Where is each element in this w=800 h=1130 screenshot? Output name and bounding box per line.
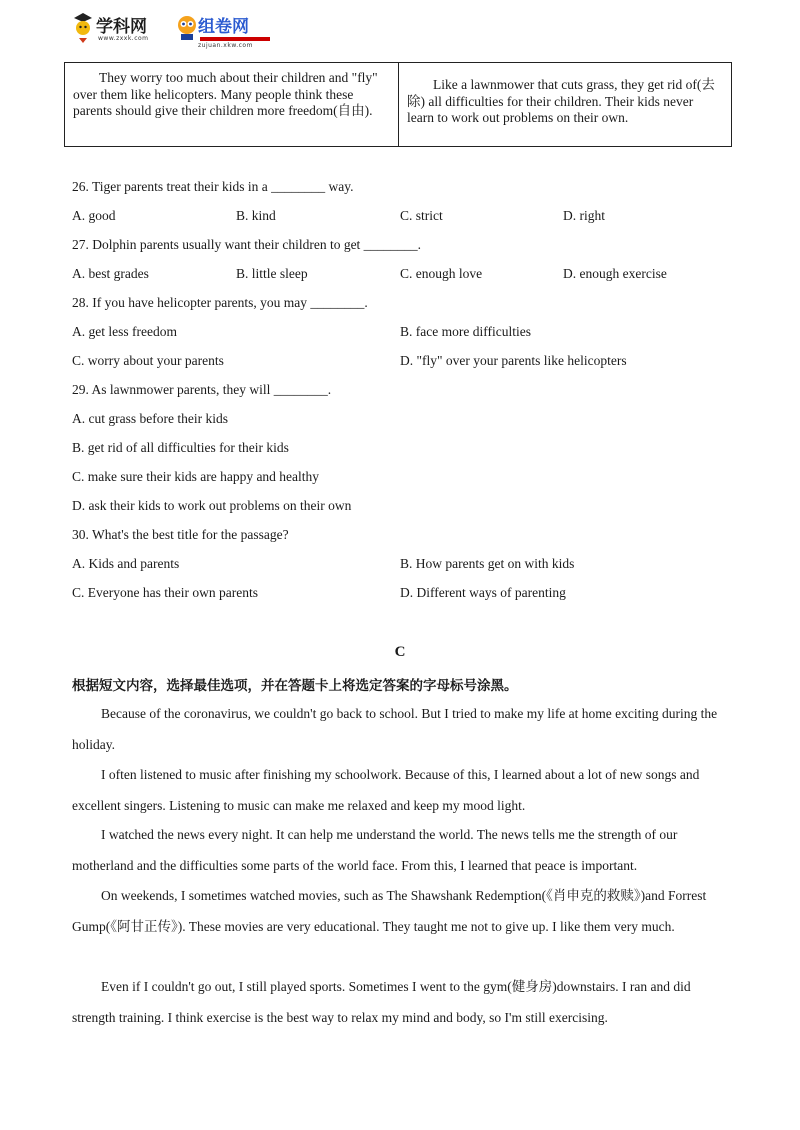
- passage-paragraph: Even if I couldn't go out, I still played sports. Sometimes I went to the gym(健身房)downstairs. I ran and did strength training. I think exercise is the best way to relax my mind and body, so I'm still exercising.: [72, 979, 691, 1025]
- mascot-icon: [72, 10, 94, 44]
- zujuan-logo-url: zujuan.xkw.com: [198, 42, 253, 49]
- question-29-stem: 29. As lawnmower parents, they will ________.: [72, 382, 332, 397]
- lawnmower-parents-text: Like a lawnmower that cuts grass, they get rid of(去除) all difficulties for their children. Their kids never learn to work out problems on their own.: [407, 77, 715, 125]
- q27-option-b[interactable]: B. little sleep: [236, 266, 308, 281]
- zxxk-logo-url: www.zxxk.com: [98, 35, 149, 42]
- q27-option-c[interactable]: C. enough love: [400, 266, 483, 281]
- passage-paragraph: I often listened to music after finishing my schoolwork. Because of this, I learned about a lot of new songs and excellent singers. Listening to music can make me relaxed and keep my mood light.: [72, 767, 700, 813]
- q30-option-c[interactable]: C. Everyone has their own parents: [72, 585, 258, 600]
- q28-option-d[interactable]: D. "fly" over your parents like helicopters: [400, 353, 627, 368]
- q30-option-d[interactable]: D. Different ways of parenting: [400, 585, 566, 600]
- question-30-stem: 30. What's the best title for the passage?: [72, 527, 289, 542]
- helicopter-parents-cell: [65, 63, 399, 147]
- q26-option-b[interactable]: B. kind: [236, 208, 276, 223]
- passage-paragraph: I watched the news every night. It can help me understand the world. The news tells me the strength of our motherland and the difficulties some parts of the world face. From this, I learned that peace is important.: [72, 827, 678, 873]
- logo-red-bar: [200, 37, 270, 41]
- passage-paragraph: Because of the coronavirus, we couldn't go back to school. But I tried to make my life at home exciting during the holiday.: [72, 706, 718, 752]
- q26-option-a[interactable]: A. good: [72, 208, 116, 223]
- owl-mascot-icon: [176, 10, 198, 44]
- q27-option-d[interactable]: D. enough exercise: [563, 266, 667, 281]
- page-header: [72, 10, 312, 48]
- question-26-stem: 26. Tiger parents treat their kids in a ________ way.: [72, 179, 354, 194]
- q26-option-c[interactable]: C. strict: [400, 208, 443, 223]
- helicopter-parents-text: They worry too much about their children and "fly" over them like helicopters. Many people think these parents should give their children more freedom(自由).: [73, 70, 378, 118]
- passage-paragraph: On weekends, I sometimes watched movies, such as The Shawshank Redemption(《肖申克的救赎》)and Forrest Gump(《阿甘正传》). These movies are very educational. They taught me not to give up. I like them very much.: [72, 888, 707, 934]
- question-27-stem: 27. Dolphin parents usually want their children to get ________.: [72, 237, 422, 252]
- q28-option-c[interactable]: C. worry about your parents: [72, 353, 224, 368]
- zujuan-logo-name: 组卷网: [198, 17, 249, 37]
- parent-types-table: [64, 62, 732, 147]
- section-c-instruction: 根据短文内容，选择最佳选项，并在答题卡上将选定答案的字母标号涂黑。: [72, 678, 518, 694]
- zxxk-logo: [72, 10, 172, 48]
- q30-option-a[interactable]: A. Kids and parents: [72, 556, 180, 571]
- question-28-stem: 28. If you have helicopter parents, you may ________.: [72, 295, 368, 310]
- q27-option-a[interactable]: A. best grades: [72, 266, 149, 281]
- q30-option-b[interactable]: B. How parents get on with kids: [400, 556, 575, 571]
- zujuan-logo: [176, 10, 272, 48]
- q29-option-b[interactable]: B. get rid of all difficulties for their kids: [72, 440, 289, 455]
- q29-option-c[interactable]: C. make sure their kids are happy and healthy: [72, 469, 320, 484]
- section-c-heading: C: [394, 644, 406, 660]
- zxxk-logo-name: 学科网: [96, 17, 147, 37]
- q26-option-d[interactable]: D. right: [563, 208, 605, 223]
- q28-option-b[interactable]: B. face more difficulties: [400, 324, 531, 339]
- q29-option-d[interactable]: D. ask their kids to work out problems on their own: [72, 498, 352, 513]
- q29-option-a[interactable]: A. cut grass before their kids: [72, 411, 228, 426]
- q28-option-a[interactable]: A. get less freedom: [72, 324, 177, 339]
- lawnmower-parents-cell: [399, 63, 732, 147]
